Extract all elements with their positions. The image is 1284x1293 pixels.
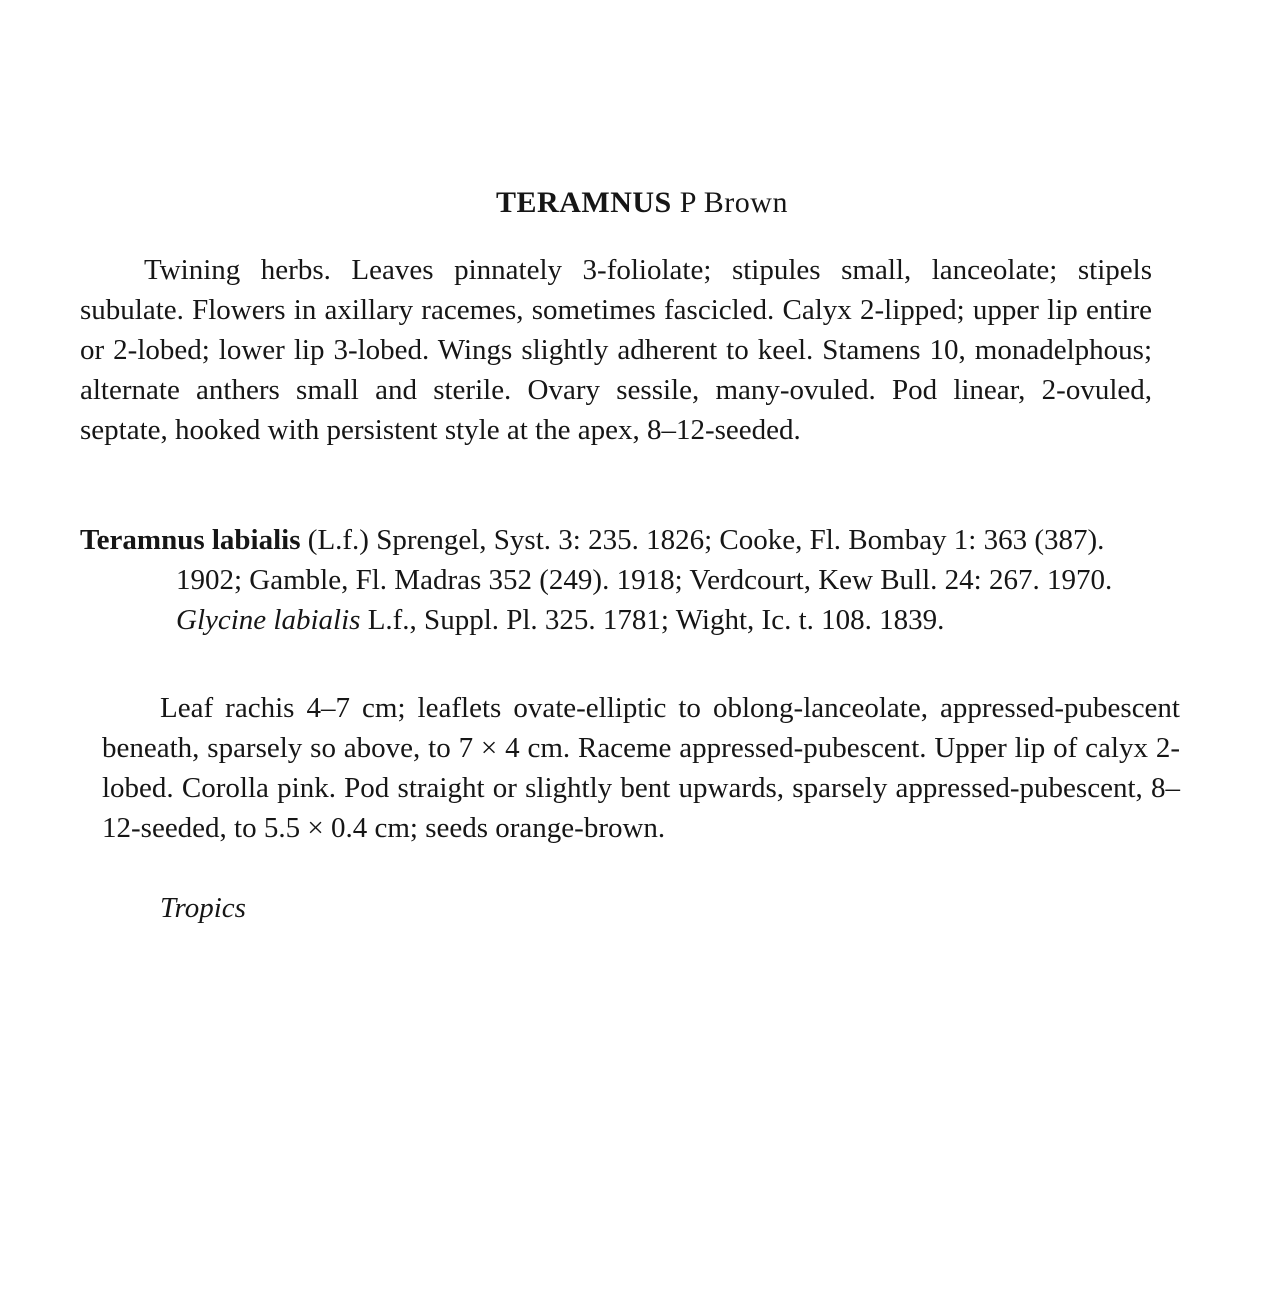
genus-heading — [0, 183, 1284, 223]
species-citation — [80, 520, 1152, 640]
species-description: Leaf rachis 4–7 cm; leaflets ovate-elliptic to oblong-lanceolate, appressed-pubescent beneath, sparsely so above, to 7 × 4 cm. Raceme appressed-pubescent. Upper lip of calyx 2-lobed. Corolla pink. Pod straight or slightly bent upwards, sparsely appressed-pubescent, 8–12-seeded, to 5.5 × 0.4 cm; seeds orange-brown. — [102, 692, 1180, 844]
genus-description: Twining herbs. Leaves pinnately 3-foliolate; stipules small, lanceolate; stipels subulate. Flowers in axillary racemes, sometimes fascicled. Calyx 2-lipped; upper lip entire or 2-lobed; lower lip 3-lobed. Wings slightly adherent to keel. Stamens 10, monadelphous; alternate anthers small and sterile. Ovary sessile, many-ovuled. Pod linear, 2-ovuled, septate, hooked with persistent style at the apex, 8–12-seeded. — [80, 254, 1152, 446]
genus-name: TERAMNUS — [496, 186, 672, 219]
species-distribution: Tropics — [160, 892, 246, 924]
citation-part-1: (L.f.) Sprengel, Syst. 3: 235. 1826; Cooke, Fl. Bombay 1: 363 (387). 1902; Gamble, Fl. Madras 352 (249). 1918; Verdcourt, Kew Bull. 24: 267. 1970. — [176, 524, 1113, 596]
citation-part-2: L.f., Suppl. Pl. 325. 1781; Wight, Ic. t. 108. 1839. — [360, 604, 945, 636]
synonym-name: Glycine labialis — [176, 604, 361, 636]
species-name: Teramnus labialis — [80, 524, 301, 556]
genus-author: P Brown — [679, 186, 788, 219]
